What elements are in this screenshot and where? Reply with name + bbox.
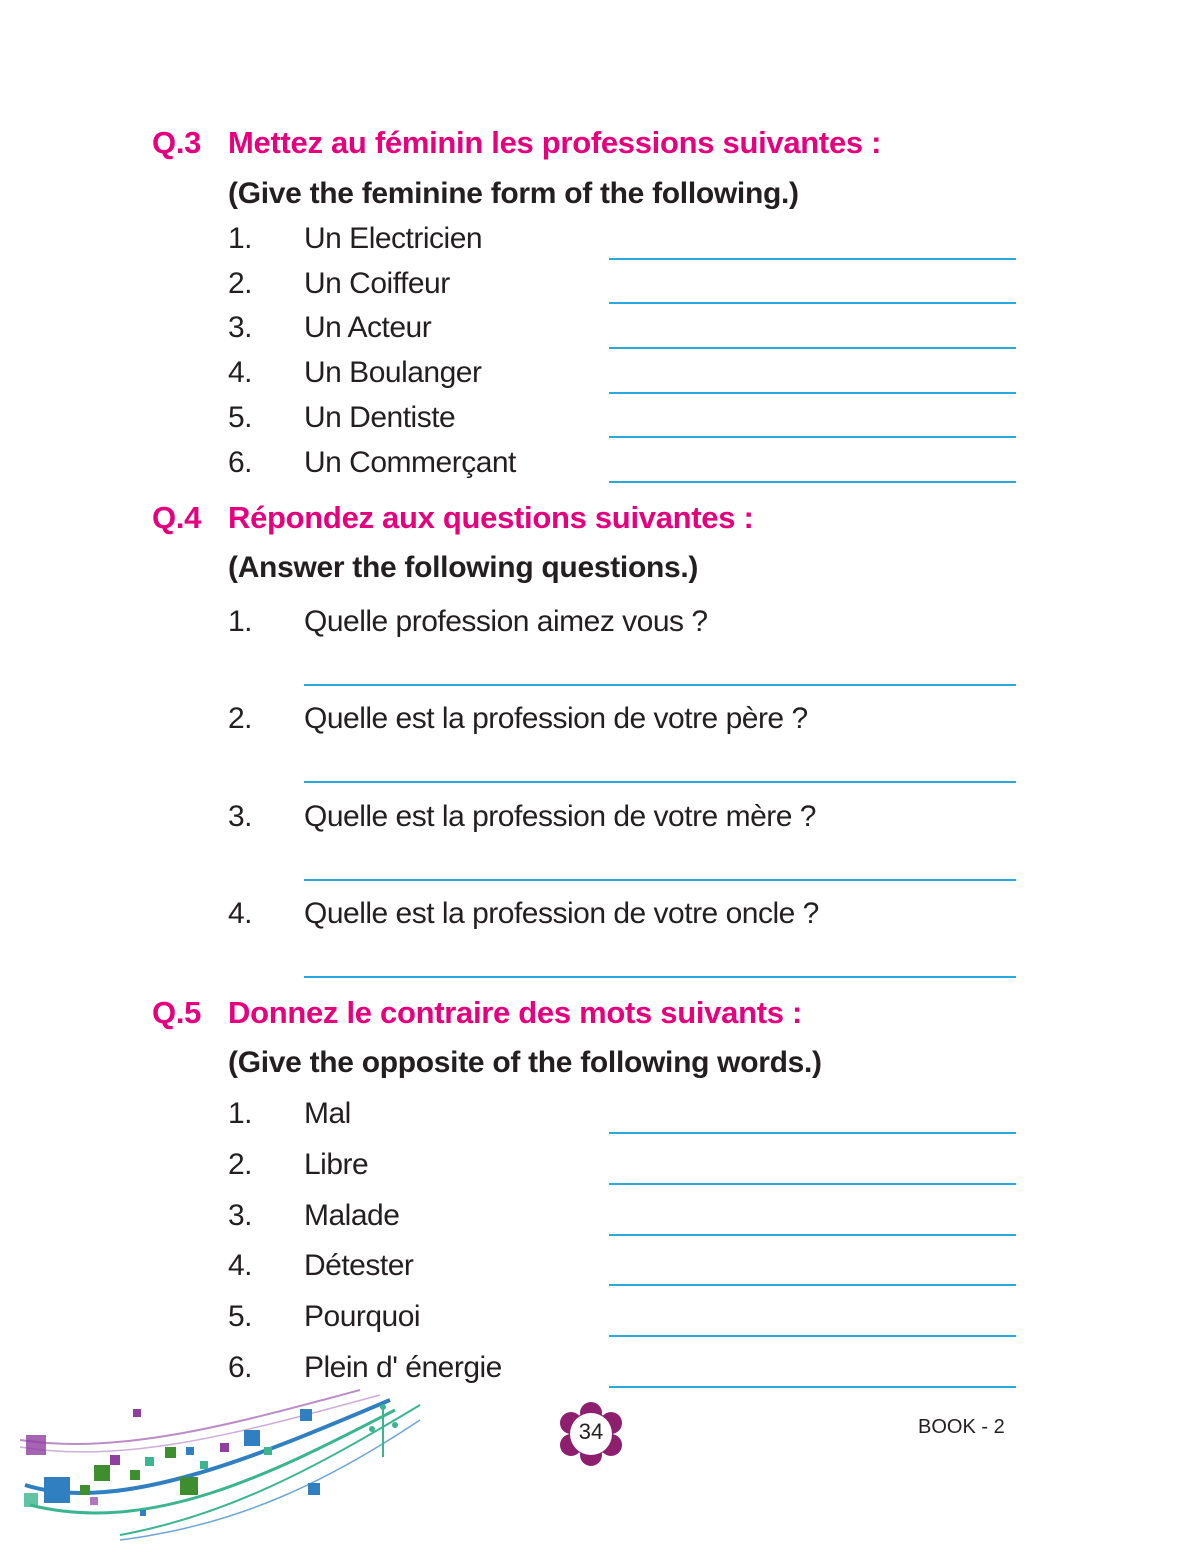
page-number: 34 [578, 1419, 604, 1444]
q5-answer-line-5[interactable] [609, 1335, 1016, 1337]
q5-answer-line-1[interactable] [609, 1132, 1016, 1134]
q4-title: Répondez aux questions suivantes : [228, 500, 754, 535]
q4-heading [152, 500, 754, 536]
q5-title: Donnez le contraire des mots suivants : [228, 995, 803, 1030]
q5-answer-line-3[interactable] [609, 1234, 1016, 1236]
q4-answer-line-1[interactable] [304, 684, 1016, 686]
q4-answer-line-2[interactable] [304, 781, 1016, 783]
q5-instruction: (Give the opposite of the following words.) [228, 1046, 822, 1079]
q3-answer-line-1[interactable] [609, 258, 1016, 260]
q4-instruction: (Answer the following questions.) [228, 551, 699, 584]
q3-heading [152, 125, 881, 161]
q3-answer-line-5[interactable] [609, 436, 1016, 438]
q3-instruction: (Give the feminine form of the following.) [228, 177, 799, 210]
book-label: BOOK - 2 [918, 1416, 1005, 1438]
q5-answer-line-2[interactable] [609, 1183, 1016, 1185]
q3-title: Mettez au féminin les professions suivantes : [228, 125, 882, 160]
decorative-swirl-graphic [0, 1385, 440, 1563]
q5-number: Q.5 [152, 995, 202, 1030]
q3-answer-line-2[interactable] [609, 302, 1016, 304]
q5-heading [152, 995, 802, 1031]
q5-answer-line-6[interactable] [609, 1386, 1016, 1388]
q4-answer-line-4[interactable] [304, 976, 1016, 978]
q3-answer-line-3[interactable] [609, 347, 1016, 349]
q3-number: Q.3 [152, 125, 202, 160]
q4-number: Q.4 [152, 500, 202, 535]
q5-answer-line-4[interactable] [609, 1284, 1016, 1286]
q4-answer-line-3[interactable] [304, 879, 1016, 881]
q3-answer-line-4[interactable] [609, 392, 1016, 394]
q3-answer-line-6[interactable] [609, 481, 1016, 483]
